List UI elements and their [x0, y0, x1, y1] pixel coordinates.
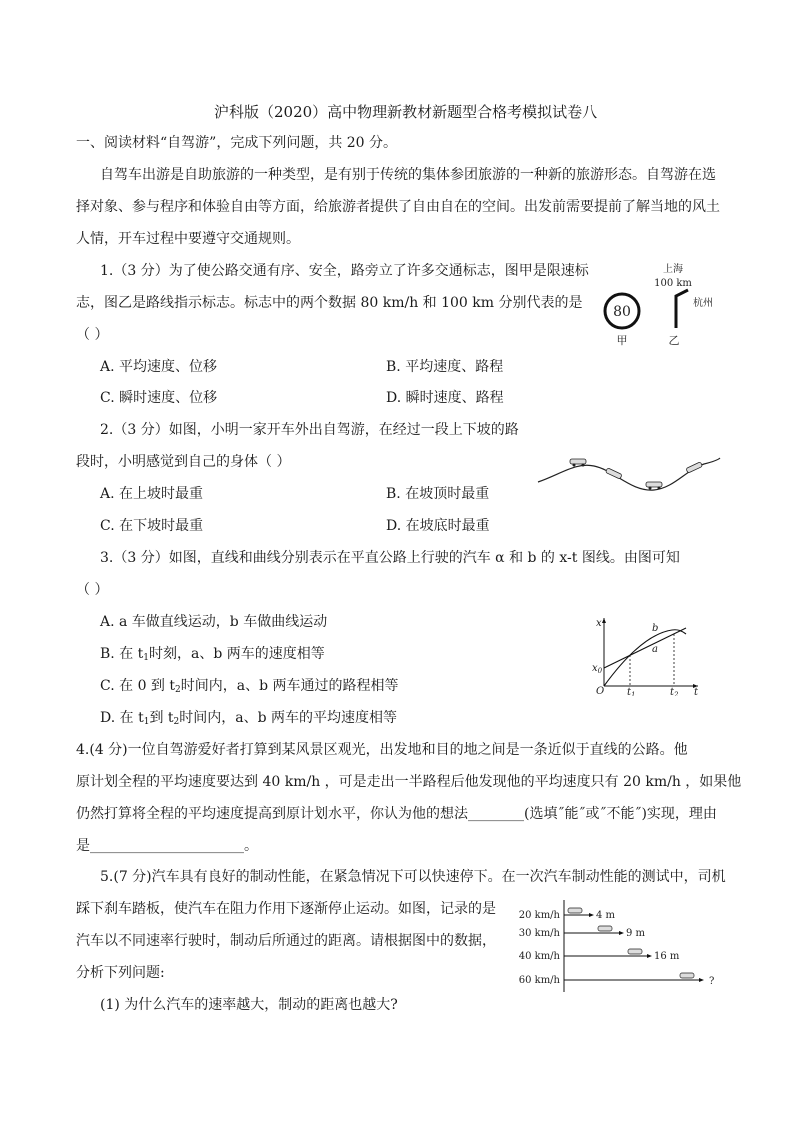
q2-option-b: B. 在坡顶时最重 — [386, 486, 490, 502]
section-header: 一、阅读材料“自驾游”，完成下列问题，共 20 分。 — [76, 135, 398, 151]
x-axis-arrow-icon — [602, 618, 606, 623]
sign-distance: 100 km — [654, 278, 692, 289]
q2-option-a: A. 在上坡时最重 — [100, 486, 204, 502]
q3-line-1: 3.（3 分）如图，直线和曲线分别表示在平直公路上行驶的汽车 α 和 b 的 x-t 图线。由图可知 — [100, 550, 680, 566]
speed-label-40: 40 km/h — [518, 951, 560, 962]
q3-option-a: A. a 车做直线运动，b 车做曲线运动 — [100, 614, 328, 630]
q5-line-2: 踩下刹车踏板，使汽车在阻力作用下逐渐停止运动。如图，记录的是 — [76, 901, 496, 917]
x0-label: $x_0$ — [592, 663, 603, 675]
x-axis-label: x — [596, 618, 602, 629]
label-jia: 甲 — [616, 334, 628, 347]
intro-line-1: 自驾车出游是自助旅游的一种类型，是有别于传统的集体参团旅游的一种新的旅游形态。自驾游在选 — [100, 167, 716, 183]
q1-option-a: A. 平均速度、位移 — [100, 359, 218, 375]
q1-traffic-signs-figure — [596, 262, 716, 348]
car-icon — [686, 462, 703, 473]
route-sign-arrow-icon — [676, 290, 688, 328]
distance-label-16m: 16 m — [654, 951, 680, 962]
arrow-head-icon — [619, 931, 624, 935]
q2-hill-road-figure — [536, 452, 722, 496]
q3-xt-graph-figure — [590, 614, 704, 696]
speed-label-20: 20 km/h — [518, 910, 560, 921]
q1-line-3: （ ） — [76, 327, 109, 343]
q3-option-b: B. 在 $t_1$时刻，a、b 两车的速度相等 — [100, 646, 325, 663]
q4-line-3: 仍然打算将全程的平均速度提高到原计划水平，你认为他的想法________(选填˝能˝或˝不能˝)实现，理由 — [76, 806, 717, 822]
q1-line-2: 志，图乙是路线指示标志。标志中的两个数据 80 km/h 和 100 km 分别代表的是 — [76, 295, 583, 311]
q3-option-d: D. 在 $t_1$到 $t_2$时间内，a、b 两车的平均速度相等 — [100, 710, 398, 727]
q5-line-4: 分析下列问题: — [76, 965, 165, 981]
arrow-head-icon — [647, 954, 652, 958]
car-icon — [568, 908, 582, 913]
q1-line-1: 1.（3 分）为了使公路交通有序、安全，路旁立了许多交通标志，图甲是限速标 — [100, 263, 589, 279]
t2-label: $t_2$ — [670, 687, 679, 696]
q3-line-2: （ ） — [76, 582, 109, 598]
sign-city-1: 上海 — [663, 264, 683, 275]
distance-label-9m: 9 m — [626, 928, 646, 939]
line-a-label: a — [652, 644, 658, 655]
q2-line-1: 2.（3 分）如图，小明一家开车外出自驾游，在经过一段上下坡的路 — [100, 422, 519, 438]
car-icon — [646, 482, 662, 490]
distance-label-unknown: ? — [709, 976, 715, 987]
q2-line-2: 段时，小明感觉到自己的身体（ ） — [76, 454, 291, 470]
t1-label: $t_1$ — [627, 687, 636, 696]
road-curve — [538, 458, 720, 490]
sign-city-2: 杭州 — [693, 298, 713, 309]
q2-option-d: D. 在坡底时最重 — [386, 518, 490, 534]
intro-line-2: 择对象、参与程序和体验自由等方面，给旅游者提供了自由自在的空间。出发前需要提前了解当地的风土 — [76, 199, 720, 215]
q5-line-1: 5.(7 分)汽车具有良好的制动性能，在紧急情况下可以快速停下。在一次汽车制动性能的测试中，司机 — [100, 869, 726, 885]
speed-limit-value: 80 — [613, 304, 631, 320]
distance-label-4m: 4 m — [596, 910, 616, 921]
curve-b-label: b — [652, 623, 659, 634]
car-icon — [680, 973, 694, 978]
origin-label: O — [596, 686, 605, 696]
q5-line-3: 汽车以不同速率行驶时，制动后所通过的距离。请根据图中的数据， — [76, 933, 496, 949]
car-icon — [598, 926, 612, 931]
car-icon — [628, 949, 642, 954]
q5-braking-distance-figure — [490, 896, 722, 994]
q1-option-b: B. 平均速度、路程 — [386, 359, 504, 375]
car-icon — [570, 459, 586, 467]
q4-line-2: 原计划全程的平均速度要达到 40 km/h ，可是走出一半路程后他发现他的平均速度只有 20 km/h ，如果他 — [76, 774, 742, 790]
q3-option-c: C. 在 0 到 $t_2$时间内，a、b 两车通过的路程相等 — [100, 678, 399, 695]
t-axis-label: t — [694, 687, 699, 696]
intro-line-3: 人情，开车过程中要遵守交通规则。 — [76, 231, 300, 247]
q2-option-c: C. 在下坡时最重 — [100, 518, 204, 534]
q1-option-d: D. 瞬时速度、路程 — [386, 390, 504, 406]
label-yi: 乙 — [668, 334, 680, 347]
q4-line-1: 4.(4 分)一位自驾游爱好者打算到某风景区观光，出发地和目的地之间是一条近似于直线的公路。他 — [76, 742, 688, 758]
arrow-head-icon — [589, 913, 594, 917]
speed-label-30: 30 km/h — [518, 928, 560, 939]
page-title: 沪科版（2020）高中物理新教材新题型合格考模拟试卷八 — [214, 103, 598, 121]
speed-label-60: 60 km/h — [518, 975, 560, 986]
arrow-head-icon — [699, 978, 704, 982]
car-icon — [605, 468, 622, 479]
q4-line-4: 是______________________。 — [76, 838, 258, 854]
q5-sub-question-1: (1) 为什么汽车的速率越大，制动的距离也越大? — [100, 997, 398, 1013]
q1-option-c: C. 瞬时速度、位移 — [100, 390, 218, 406]
